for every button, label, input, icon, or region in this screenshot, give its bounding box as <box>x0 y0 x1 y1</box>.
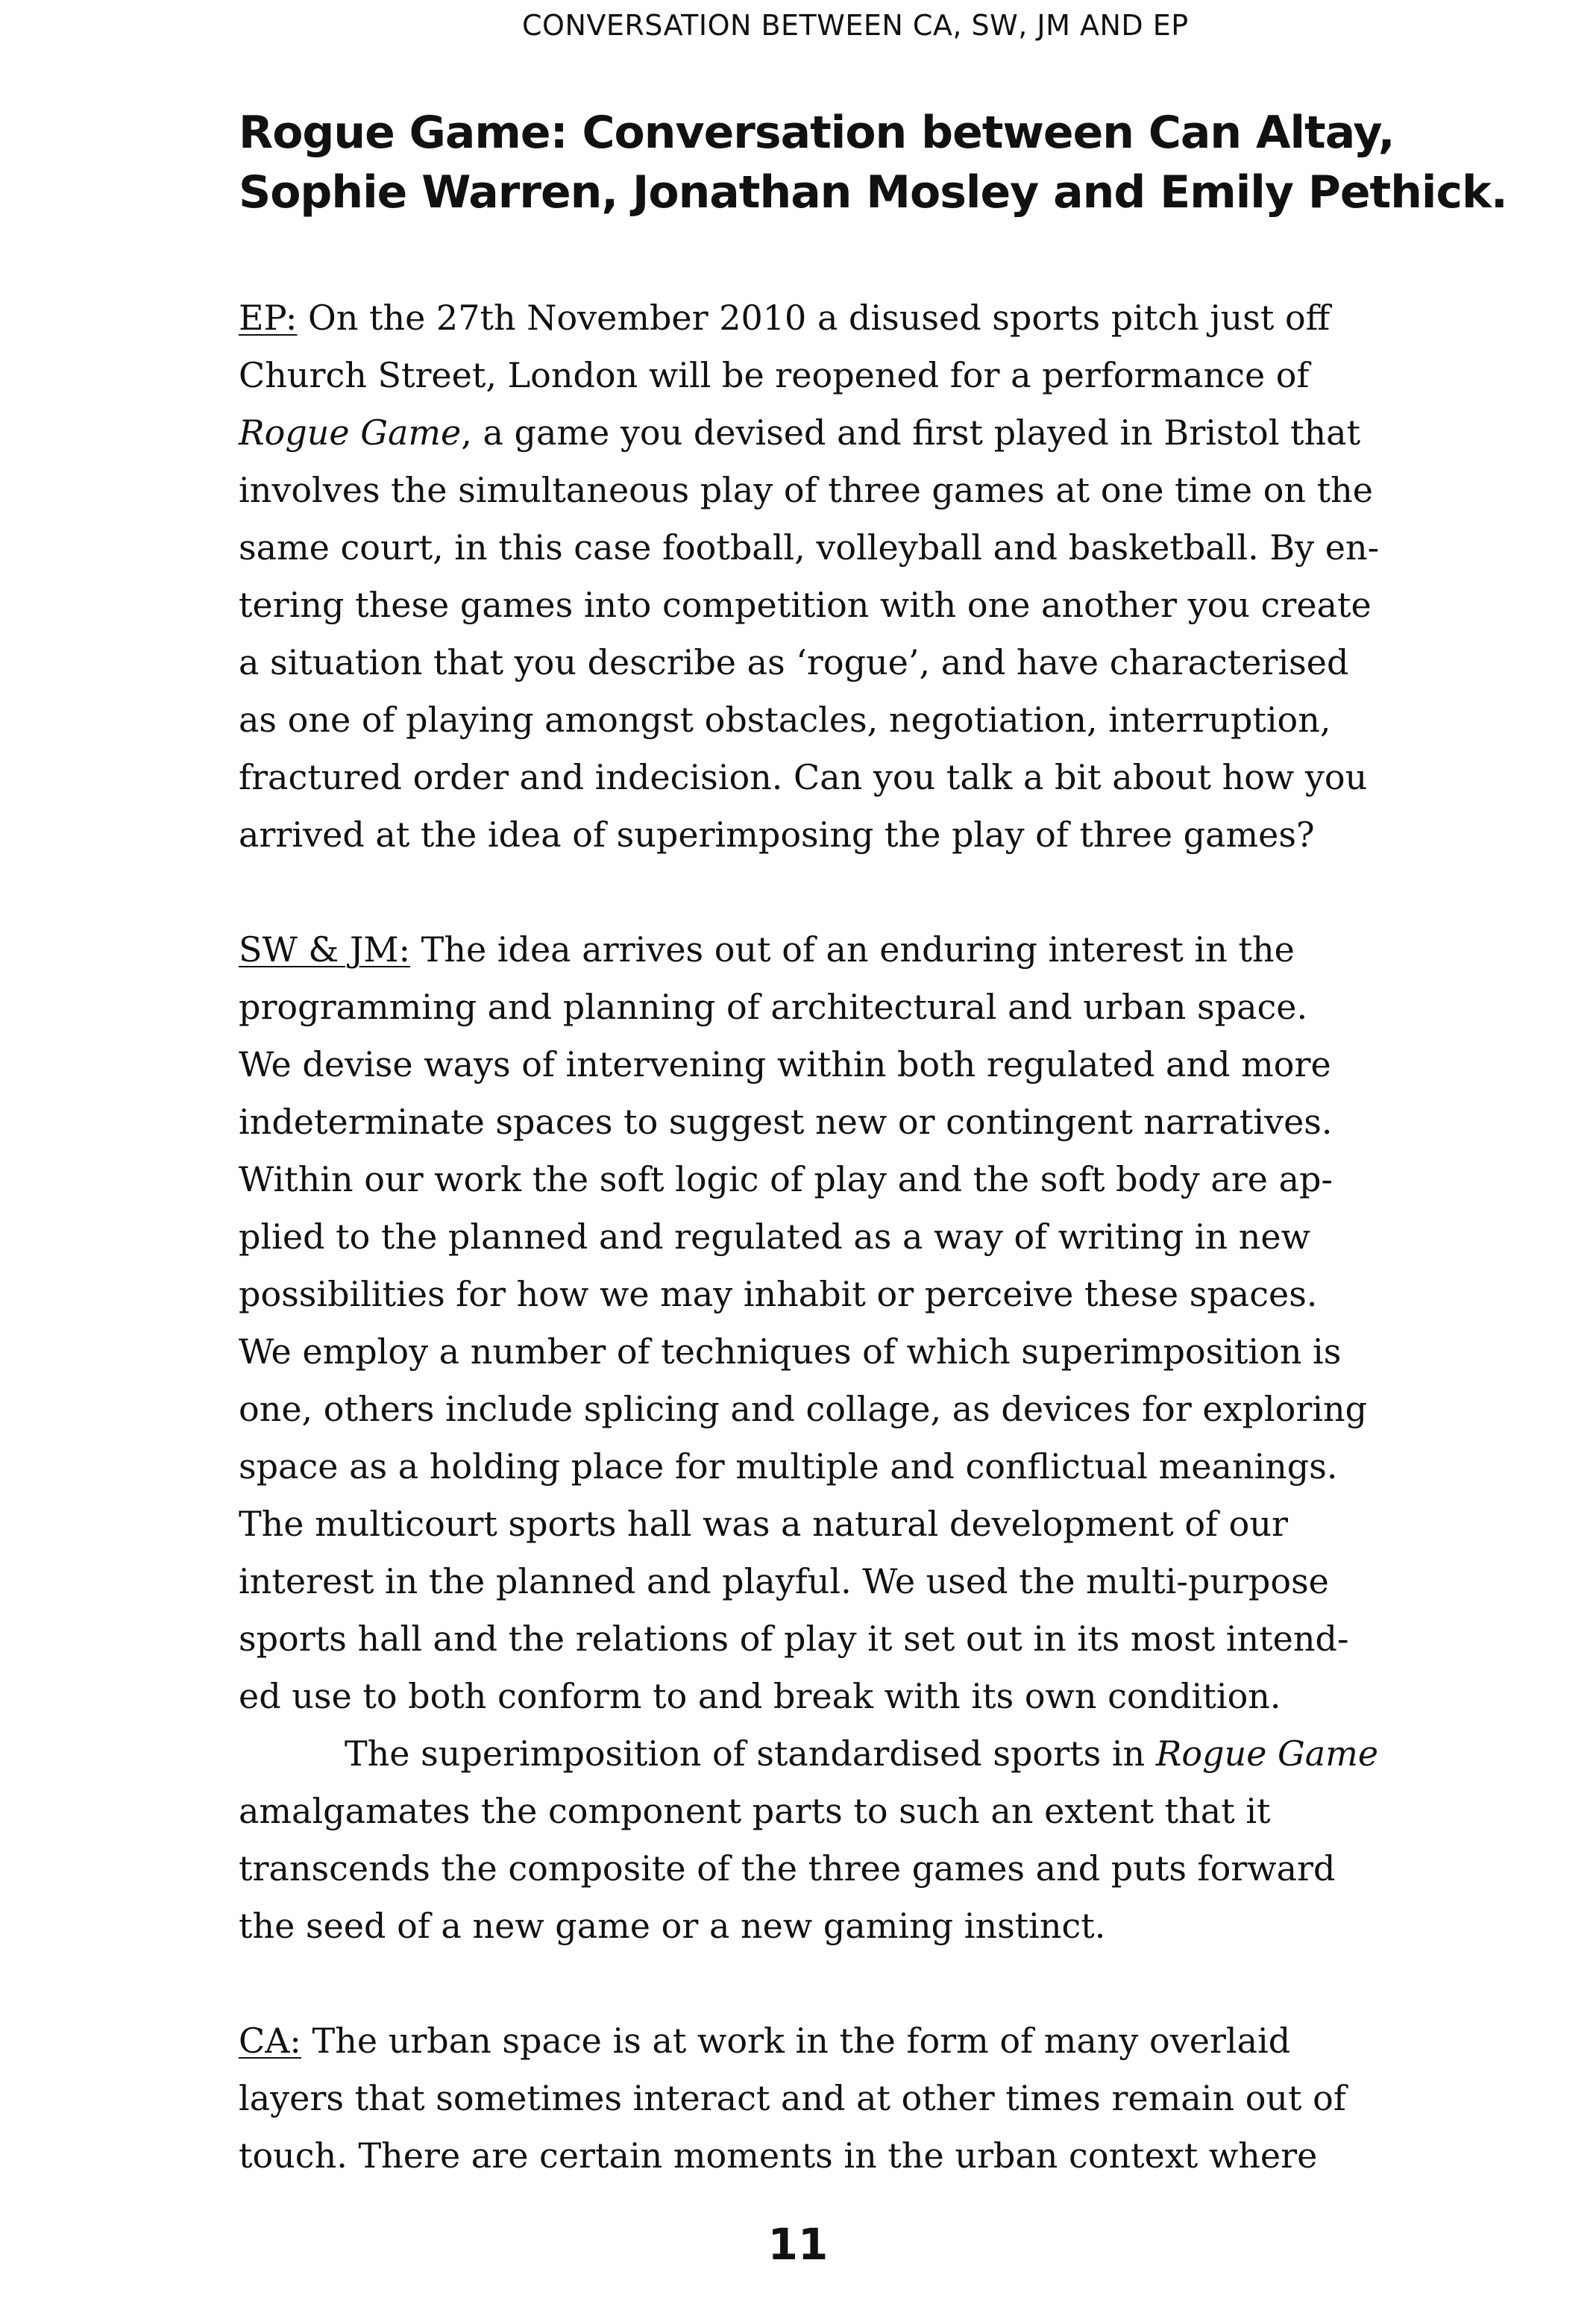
text-line-indented: The superimposition of standardised sports in Rogue Game <box>345 1733 1379 1774</box>
text-line: We employ a number of techniques of which superimposition is <box>239 1331 1342 1372</box>
text-line: a situation that you describe as ‘rogue’, and have characterised <box>239 642 1349 682</box>
text-line: the seed of a new game or a new gaming instinct. <box>239 1906 1106 1946</box>
paragraph-gap <box>239 864 1536 921</box>
text-line: amalgamates the component parts to such an extent that it <box>239 1791 1271 1831</box>
text-line: touch. There are certain moments in the urban context where <box>239 2135 1318 2176</box>
text-line: one, others include splicing and collage, as devices for exploring <box>239 1389 1368 1429</box>
text-line: plied to the planned and regulated as a way of writing in new <box>239 1217 1310 1257</box>
text-line: transcends the composite of the three games and puts forward <box>239 1848 1336 1889</box>
running-header: CONVERSATION BETWEEN CA, SW, JM AND EP <box>522 9 1189 42</box>
text-line: space as a holding place for multiple and conflictual meanings. <box>239 1446 1338 1487</box>
text-line: indeterminate spaces to suggest new or contingent narratives. <box>239 1102 1333 1142</box>
text-line: SW & JM: The idea arrives out of an enduring interest in the <box>239 929 1295 970</box>
text-line: The multicourt sports hall was a natural development of our <box>239 1504 1288 1544</box>
text-line: We devise ways of intervening within both regulated and more <box>239 1044 1331 1085</box>
speaker-label: SW & JM: <box>239 929 411 970</box>
text-line: same court, in this case football, volleyball and basketball. By en- <box>239 527 1380 568</box>
title-line-1: Rogue Game: Conversation between Can Altay, <box>239 107 1395 159</box>
speaker-label: EP: <box>239 298 298 338</box>
italic-title: Rogue Game <box>1155 1733 1379 1774</box>
text-line: tering these games into competition with one another you create <box>239 585 1372 625</box>
text-line: arrived at the idea of superimposing the play of three games? <box>239 814 1315 855</box>
text-line: Church Street, London will be reopened for a performance of <box>239 355 1310 395</box>
paragraph-gap <box>239 1955 1536 2012</box>
text-line: fractured order and indecision. Can you talk a bit about how you <box>239 757 1368 797</box>
text-line: involves the simultaneous play of three games at one time on the <box>239 470 1373 510</box>
page-number: 11 <box>767 2219 829 2270</box>
text-line: as one of playing amongst obstacles, negotiation, interruption, <box>239 700 1331 740</box>
text-line: interest in the planned and playful. We used the multi-purpose <box>239 1561 1329 1601</box>
italic-title: Rogue Game <box>239 412 462 453</box>
text-line: CA: The urban space is at work in the form of many overlaid <box>239 2021 1291 2061</box>
text-line: programming and planning of architectural and urban space. <box>239 987 1308 1027</box>
text-line: EP: On the 27th November 2010 a disused sports pitch just off <box>239 298 1330 338</box>
text-line-italic-start: Rogue Game, a game you devised and first played in Bristol that <box>239 412 1361 453</box>
text-line: possibilities for how we may inhabit or perceive these spaces. <box>239 1274 1318 1314</box>
paragraph-ep <box>239 289 1536 864</box>
text-line: layers that sometimes interact and at other times remain out of <box>239 2078 1346 2118</box>
paragraph-ca <box>239 2012 1536 2185</box>
article-body <box>239 289 1536 2185</box>
text-line: ed use to both conform to and break with its own condition. <box>239 1676 1281 1716</box>
speaker-label: CA: <box>239 2021 301 2061</box>
article-title <box>239 103 1507 222</box>
text-line: sports hall and the relations of play it set out in its most intend- <box>239 1619 1349 1659</box>
text-line: Within our work the soft logic of play and the soft body are ap- <box>239 1159 1333 1199</box>
title-line-2: Sophie Warren, Jonathan Mosley and Emily Pethick. <box>239 166 1507 219</box>
paragraph-sw-jm <box>239 921 1536 1955</box>
